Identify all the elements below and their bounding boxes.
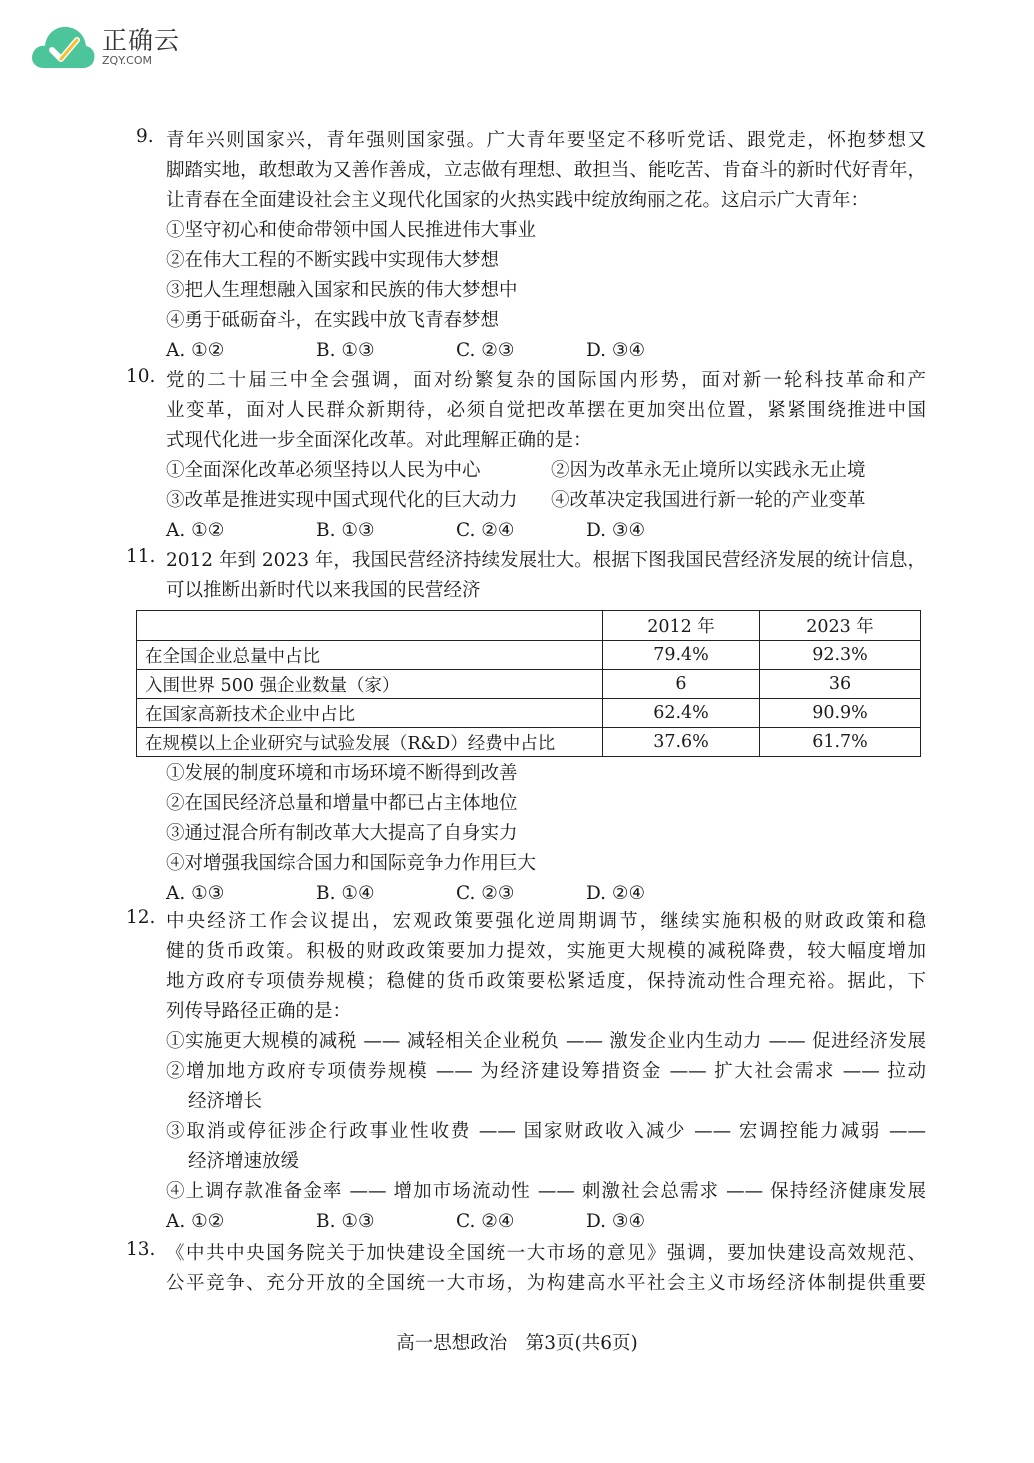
table-cell: 36	[760, 670, 921, 699]
option: ④改革决定我国进行新一轮的产业变革	[551, 490, 866, 511]
stem-line: 健的货币政策。积极的财政政策要加力提效，实施更大规模的减税降费，较大幅度增加	[166, 941, 926, 962]
option: ①实施更大规模的减税 —— 减轻相关企业税负 —— 激发企业内生动力 —— 促进经济发展	[166, 1031, 926, 1052]
stem-line: 地方政府专项债券规模；稳健的货币政策要松紧适度，保持流动性合理充裕。据此，下	[166, 971, 926, 992]
table-cell: 79.4%	[603, 641, 760, 670]
table-row	[137, 641, 921, 670]
option: ④勇于砥砺奋斗，在实践中放飞青春梦想	[166, 310, 500, 331]
option: ③把人生理想融入国家和民族的伟大梦想中	[166, 280, 518, 301]
table-cell: 92.3%	[760, 641, 921, 670]
table-cell: 在规模以上企业研究与试验发展（R&D）经费中占比	[137, 728, 603, 757]
table-row	[137, 670, 921, 699]
question-13	[126, 1239, 926, 1299]
option: ②在伟大工程的不断实践中实现伟大梦想	[166, 250, 500, 271]
option: ④上调存款准备金率 —— 增加市场流动性 —— 刺激社会总需求 —— 保持经济健康发展	[166, 1181, 926, 1202]
option: ①发展的制度环境和市场环境不断得到改善	[166, 763, 518, 784]
table-cell: 入围世界 500 强企业数量（家）	[137, 670, 603, 699]
table-cell: 62.4%	[603, 699, 760, 728]
table-header-cell: 2012 年	[603, 611, 760, 641]
stem-line: 2012 年到 2023 年，我国民营经济持续发展壮大。根据下图我国民营经济发展的统计信息，	[166, 550, 926, 571]
page-footer: 高一思想政治 第3页(共6页)	[396, 1333, 638, 1354]
stem-line: 党的二十届三中全会强调，面对纷繁复杂的国际国内形势，面对新一轮科技革命和产	[166, 370, 926, 391]
option: ②增加地方政府专项债券规模 —— 为经济建设筹措资金 —— 扩大社会需求 —— 拉动	[166, 1061, 926, 1082]
stem-line: 让青春在全面建设社会主义现代化国家的火热实践中绽放绚丽之花。这启示广大青年：	[166, 190, 870, 211]
option: ③通过混合所有制改革大大提高了自身实力	[166, 823, 518, 844]
question-12	[126, 907, 926, 1239]
brand-name: 正确云	[102, 26, 181, 55]
answer-choices	[166, 336, 926, 366]
option: ①全面深化改革必须坚持以人民为中心	[166, 460, 481, 481]
stem-line: 中央经济工作会议提出，宏观政策要强化逆周期调节，继续实施积极的财政政策和稳	[166, 911, 926, 932]
table-cell: 6	[603, 670, 760, 699]
stats-table	[136, 610, 921, 757]
brand-domain: ZQY.COM	[102, 54, 153, 67]
table-header-cell: 2023 年	[760, 611, 921, 641]
brand-logo	[30, 22, 180, 72]
answer-choices	[166, 516, 926, 546]
option: ②在国民经济总量和增量中都已占主体地位	[166, 793, 518, 814]
choice-b: B. ①③	[316, 520, 375, 541]
option: ④对增强我国综合国力和国际竞争力作用巨大	[166, 853, 537, 874]
choice-a: A. ①③	[166, 883, 225, 904]
choice-b: B. ①④	[316, 883, 375, 904]
question-10	[126, 366, 926, 546]
table-cell: 在全国企业总量中占比	[137, 641, 603, 670]
choice-c: C. ②④	[456, 1211, 515, 1232]
table-cell: 在国家高新技术企业中占比	[137, 699, 603, 728]
table-header-cell	[137, 611, 603, 641]
table-cell: 37.6%	[603, 728, 760, 757]
answer-choices	[166, 1207, 926, 1237]
stem-line: 业变革，面对人民群众新期待，必须自觉把改革摆在更加突出位置，紧紧围绕推进中国	[166, 400, 926, 421]
question-number: 9.	[136, 126, 154, 147]
choice-d: D. ③④	[586, 520, 646, 541]
question-number: 12.	[126, 907, 156, 928]
option-row	[166, 456, 926, 486]
option-continued: 经济增速放缓	[188, 1151, 300, 1172]
stem-line: 《中共中央国务院关于加快建设全国统一大市场的意见》强调，要加快建设高效规范、	[166, 1243, 926, 1264]
question-9	[136, 126, 926, 366]
option: ①坚守初心和使命带领中国人民推进伟大事业	[166, 220, 537, 241]
stem-line: 式现代化进一步全面深化改革。对此理解正确的是：	[166, 430, 592, 451]
choice-c: C. ②③	[456, 883, 515, 904]
stem-line: 青年兴则国家兴，青年强则国家强。广大青年要坚定不移听党话、跟党走，怀抱梦想又	[166, 130, 926, 151]
option: ③改革是推进实现中国式现代化的巨大动力	[166, 490, 518, 511]
choice-c: C. ②④	[456, 520, 515, 541]
cloud-check-icon	[30, 22, 96, 72]
choice-d: D. ②④	[586, 883, 646, 904]
table-row	[137, 728, 921, 757]
choice-a: A. ①②	[166, 1211, 225, 1232]
answer-choices	[166, 879, 926, 909]
choice-b: B. ①③	[316, 340, 375, 361]
option: ②因为改革永无止境所以实践永无止境	[551, 460, 866, 481]
question-number: 10.	[126, 366, 156, 387]
stem-line: 列传导路径正确的是：	[166, 1001, 352, 1022]
table-header-row	[137, 611, 921, 641]
question-11	[126, 546, 926, 907]
choice-a: A. ①②	[166, 520, 225, 541]
choice-d: D. ③④	[586, 1211, 646, 1232]
choice-b: B. ①③	[316, 1211, 375, 1232]
option-row	[166, 486, 926, 516]
option: ③取消或停征涉企行政事业性收费 —— 国家财政收入减少 —— 宏调控能力减弱 ——	[166, 1121, 926, 1142]
choice-d: D. ③④	[586, 340, 646, 361]
table-cell: 90.9%	[760, 699, 921, 728]
exam-content	[126, 126, 926, 1299]
stem-line: 可以推断出新时代以来我国的民营经济	[166, 580, 481, 601]
table-cell: 61.7%	[760, 728, 921, 757]
option-continued: 经济增长	[188, 1091, 263, 1112]
choice-c: C. ②③	[456, 340, 515, 361]
stem-line: 公平竞争、充分开放的全国统一大市场，为构建高水平社会主义市场经济体制提供重要	[166, 1273, 926, 1294]
question-number: 13.	[126, 1239, 156, 1260]
choice-a: A. ①②	[166, 340, 225, 361]
stem-line: 脚踏实地，敢想敢为又善作善成，立志做有理想、敢担当、能吃苦、肯奋斗的新时代好青年，	[166, 160, 926, 181]
question-number: 11.	[126, 546, 156, 567]
table-row	[137, 699, 921, 728]
